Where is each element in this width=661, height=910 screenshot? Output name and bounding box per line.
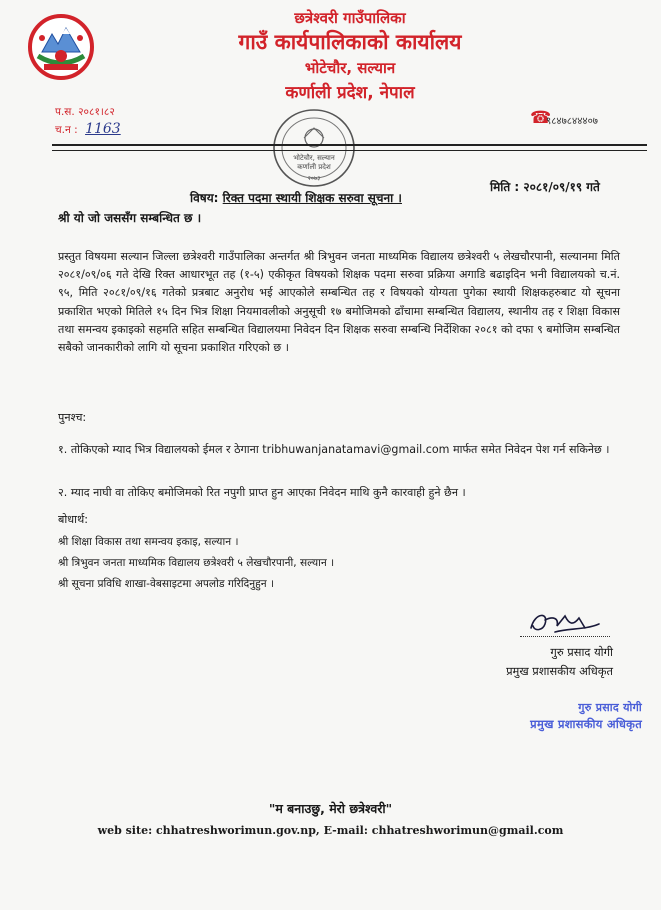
postscript-label: पुनश्च:	[58, 411, 87, 424]
header-divider	[52, 144, 647, 146]
phone-icon: ☎	[530, 108, 552, 128]
header-divider-thin	[52, 150, 647, 151]
title-stamp: प्रमुख प्रशासकीय अधिकृत	[530, 717, 642, 731]
letter-date: मिति : २०८१/०९/१९ गते	[490, 180, 600, 194]
reference-number: प.स. २०८१।८२	[55, 106, 115, 118]
addressee: श्री यो जो जससँग सम्बन्धित छ ।	[58, 211, 202, 225]
office-seal-stamp	[268, 104, 360, 192]
municipality-name: छत्रेश्वरी गाउँपालिका	[294, 9, 406, 27]
svg-text:कर्णाली प्रदेश: कर्णाली प्रदेश	[297, 163, 331, 171]
postscript-note: १. तोकिएको म्याद भित्र विद्यालयको ईमल र ठेगाना tribhuwanjanatamavi@gmail.com मार्फत समेत निवेदन पेश गर्न सकिनेछ ।	[58, 443, 610, 456]
signer-title: प्रमुख प्रशासकीय अधिकृत	[506, 664, 613, 678]
office-location: भोटेचौर, सल्यान	[304, 59, 396, 77]
name-stamp: गुरु प्रसाद योगी	[578, 701, 642, 714]
copy-to-item: श्री सूचना प्रविधि शाखा-वेबसाइटमा अपलोड गरिदिनुहुन ।	[58, 578, 275, 590]
signature-line	[520, 636, 610, 637]
dispatch-number: 1163	[85, 121, 121, 137]
copy-to-item: श्री त्रिभुवन जनता माध्यमिक विद्यालय छत्रेश्वरी ५ लेखचौरपानी, सल्यान ।	[58, 557, 335, 569]
svg-text:२०७३: २०७३	[307, 175, 321, 182]
subject-line	[190, 189, 402, 206]
dispatch-label: च.न :	[55, 124, 78, 136]
svg-text:भोटेचौर, सल्यान: भोटेचौर, सल्यान	[293, 154, 335, 162]
copy-to-label: बोधार्थ:	[58, 513, 88, 526]
postscript-note: २. म्याद नाघी वा तोकिए बमोजिमको रित नपुगी प्राप्त हुन आएका निवेदन माथि कुनै कारवाही हुने छैन ।	[58, 486, 466, 499]
signer-name: गुरु प्रसाद योगी	[550, 645, 613, 659]
dispatch-number-row	[55, 121, 121, 137]
body-paragraph: प्रस्तुत विषयमा सल्यान जिल्ला छत्रेश्वरी गाउँपालिका अन्तर्गत श्री त्रिभुवन जनता माध्यमिक विद्यालय छत्रेश्वरी ५ लेखचौरपानी, सल्यानमा मिति २०८१/०९/०६ गते देखि रिक्त आधारभूत तह (१-५) एकीकृत विषयको शिक्षक पदमा सरुवा प्रक्रिया अगाडि बढाइदिन भनी विद्यालयको च.नं. ९५, मिति २०८१/०९/१६ गतेको प्रत्रबाट अनुरोध भई आएकोले सम्बन्धित तह र विषयको योग्यता पुगेका स्थायी शिक्षकहरुबाट यो सूचना प्रकाशित भएको मितिले १५ दिन भित्र शिक्षा नियमावलीको अनुसूची १७ बमोजिमको ढाँचामा सम्बन्धित विद्यालय, स्थानीय तह र शिक्षा विकास तथा समन्वय इकाइको सहमति सहित सम्बन्धित विद्यालयमा निवेदन दिन शिक्षक सरुवा सम्बन्धि निर्देशिका २०८१ को दफा ९ बमोजिम सम्बन्धित सबैको जानकारीको लागि यो सूचना प्रकाशित गरिएको छ ।	[58, 250, 620, 355]
copy-to-item: श्री शिक्षा विकास तथा समन्वय इकाइ, सल्यान ।	[58, 536, 239, 548]
subject-text: रिक्त पदमा स्थायी शिक्षक सरुवा सूचना ।	[222, 191, 402, 205]
province-country: कर्णाली प्रदेश, नेपाल	[285, 83, 415, 103]
phone-number: ९८४७८४४४०७	[546, 116, 598, 127]
office-name: गाउँ कार्यपालिकाको कार्यालय	[238, 30, 462, 54]
handwritten-signature	[525, 606, 605, 638]
nepal-emblem-icon	[26, 12, 96, 82]
subject-label: विषय:	[190, 191, 219, 205]
footer-contact: web site: chhatreshworimun.gov.np, E-mail: chhatreshworimun@gmail.com	[97, 824, 564, 837]
slogan: "म बनाउछु, मेरो छत्रेश्वरी"	[268, 801, 393, 816]
